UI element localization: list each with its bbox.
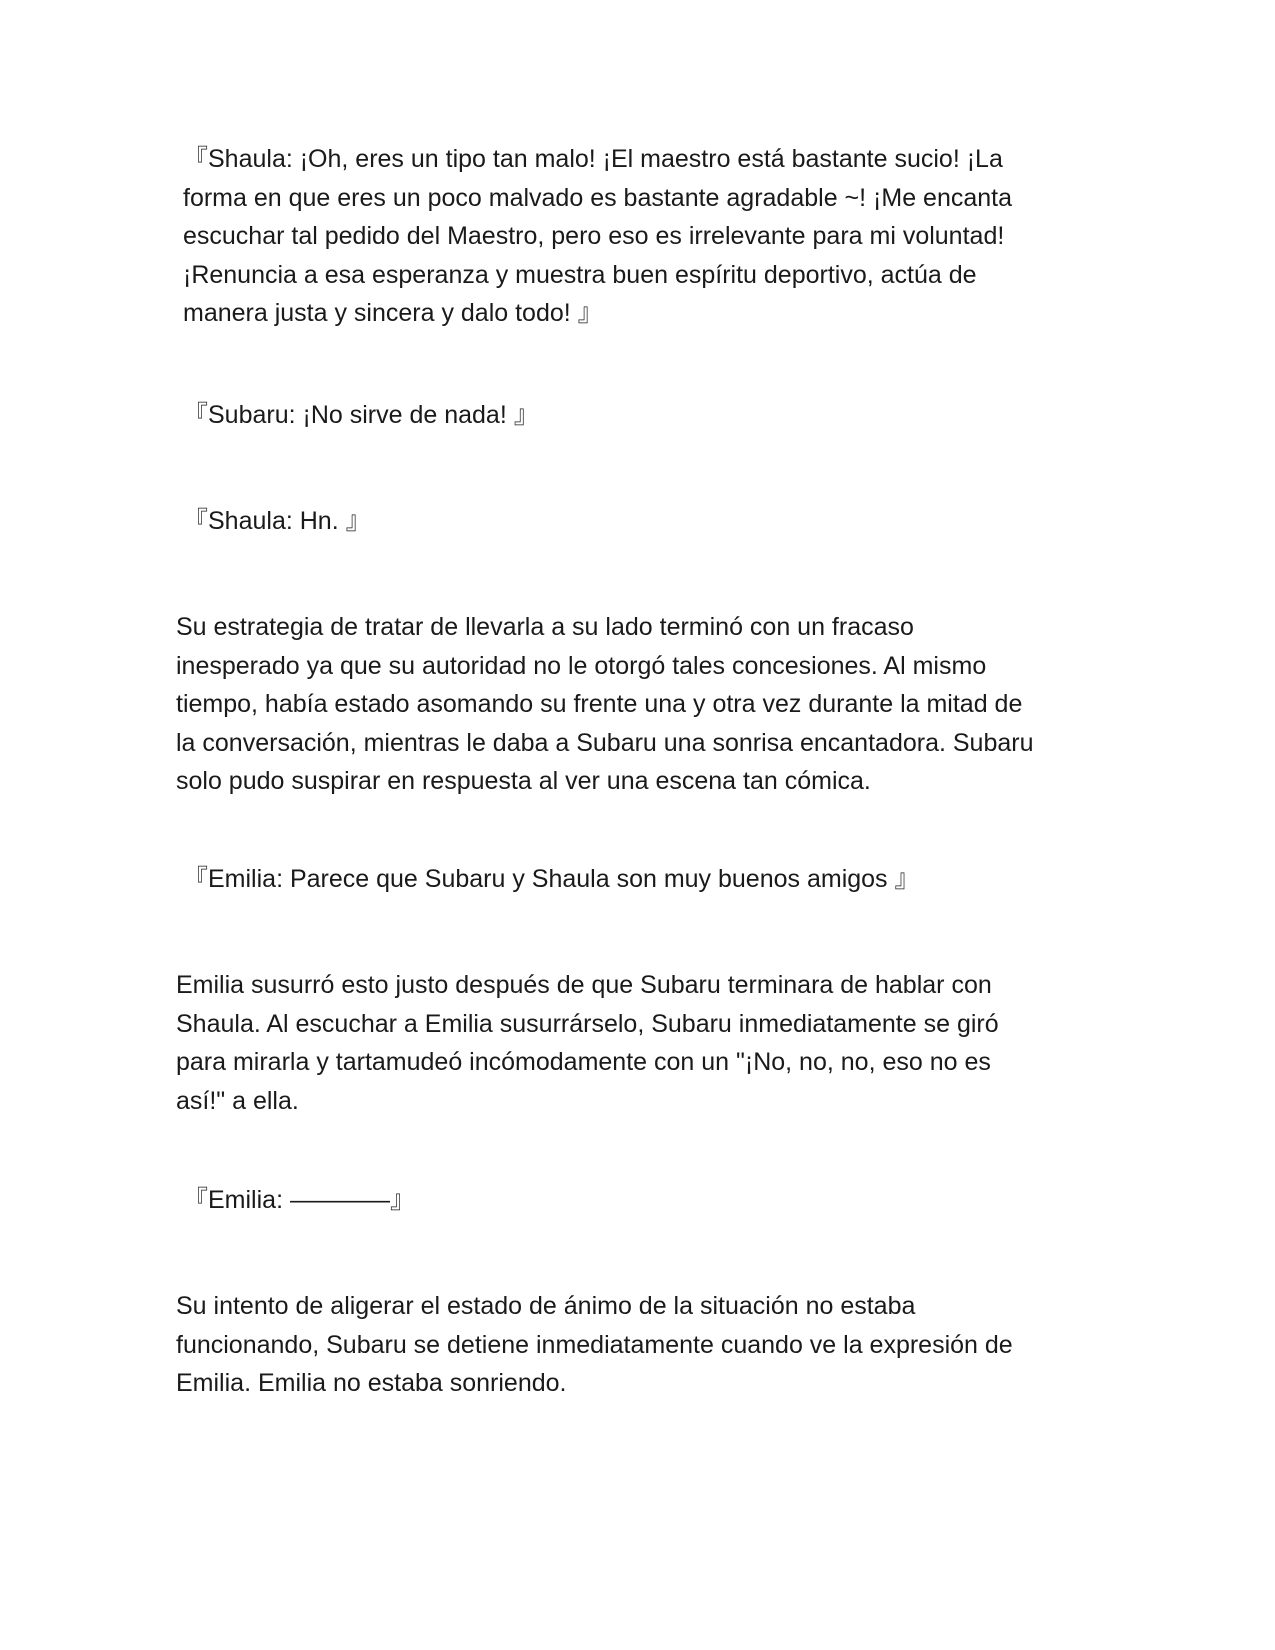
narration-paragraph-mood: Su intento de aligerar el estado de ánimo de la situación no estaba funcionando, Subaru se detiene inmediatamente cuando ve la expresión de Emilia. Emilia no estaba sonriendo. — [176, 1292, 1013, 1397]
emilia-silent-dialogue-paragraph: 『Emilia: ————』 — [183, 1186, 415, 1214]
narration-paragraph-strategy: Su estrategia de tratar de llevarla a su lado terminó con un fracaso inesperado ya que su autoridad no le otorgó tales concesiones. Al mismo tiempo, había estado asomando su frente una y otra vez durante la mitad de la conversación, mientras le daba a Subaru una sonrisa encantadora. Subaru solo pudo suspirar en respuesta al ver una escena tan cómica. — [176, 613, 1034, 795]
narration-paragraph-whisper: Emilia susurró esto justo después de que Subaru terminara de hablar con Shaula. Al escuchar a Emilia susurrárselo, Subaru inmediatamente se giró para mirarla y tartamudeó incómodamente con un "¡No, no, no, eso no es así!" a ella. — [176, 971, 999, 1115]
shaula-short-dialogue-paragraph: 『Shaula: Hn. 』 — [183, 507, 371, 535]
shaula-dialogue-paragraph: 『Shaula: ¡Oh, eres un tipo tan malo! ¡El maestro está bastante sucio! ¡La forma en que eres un poco malvado es bastante agradable ~! ¡Me encanta escuchar tal pedido del Maestro, pero eso es irrelevante para mi voluntad! ¡Renuncia a esa esperanza y muestra buen espíritu deportivo, actúa de manera justa y sincera y dalo todo! 』 — [183, 145, 1013, 327]
emilia-dialogue-paragraph: 『Emilia: Parece que Subaru y Shaula son muy buenos amigos 』 — [183, 865, 920, 893]
subaru-dialogue-paragraph: 『Subaru: ¡No sirve de nada! 』 — [183, 401, 539, 429]
